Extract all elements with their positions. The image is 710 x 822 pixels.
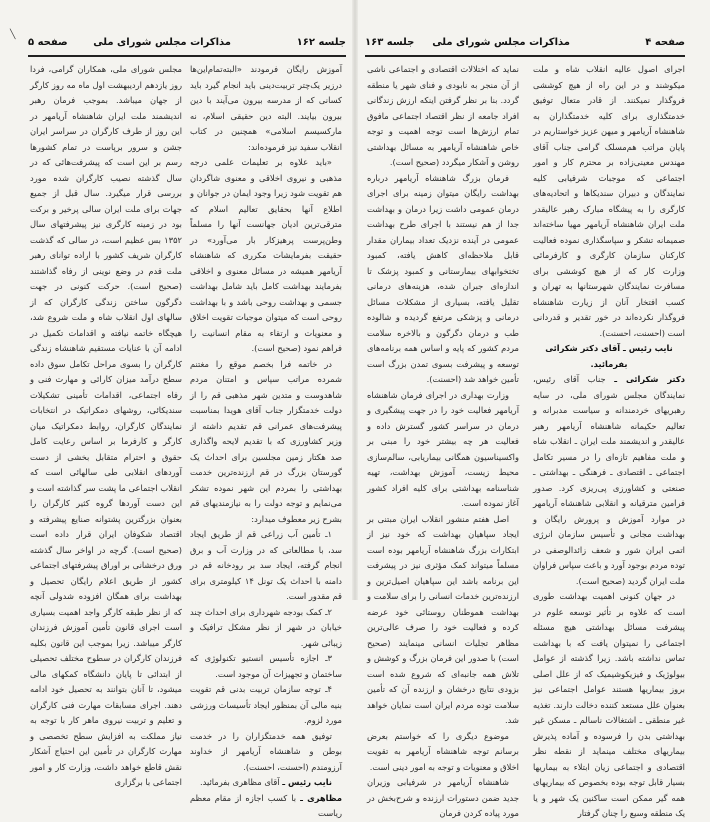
paragraph: نماید که اختلالات اقتصادی و اجتماعی ناشی از آن منجر به نابودی و فنای شهر یا منطقه گردد. بنا بر نظر گرفتن اینکه ارزش زندگانی افراد جامعه از نظر اقتصاد اجتماعی مافوق تمام ارزش‌ها است توجه اهمیت و توجه خاص شاهنشاه آریامهر به مسائل بهداشتی روشن و آشکار میگردد (صحیح است).	[367, 64, 519, 167]
paragraph: در خاتمه فرا بخصم موقع را مغتنم شمرده مراتب سپاس و امتنان مردم شاهدوست و متدین شهر مذهبی قم را از دولت خدمتگزار جناب آقای هویدا بمناسبت پیشرفت‌های عمرانی قم تقدیم داشته از وزیر کشاورزی که با تقدیم لایحه واگذاری صد هکتار زمین مجلسین برای احداث یک گورستان بزرگ در قم ارزنده‌ترین خدمت بهداشتی را بمردم این شهر نموده تشکر می‌نمایم و توجه دولت را به نیازمندیهای قم بشرح زیر معطوف میدارد:	[190, 358, 342, 524]
paragraph: شاهنشاه آریامهر در شرفیابی وزیران جدید ضمن دستورات ارزنده و شرح‌بخش در مورد پیاده کردن فرمان	[367, 777, 519, 818]
scan-mark: ╲	[10, 30, 16, 40]
journal-title: مذاکرات مجلس شورای ملی	[432, 37, 570, 48]
paragraph: در جهان کنونی اهمیت بهداشت طوری است که علاوه بر تأثیر توسعه علوم در پیشرفت مسائل بهداشتی هیچ مسئله اجتماعی را نمیتوان یافت که با بهداشت تماس نداشته باشد. زیرا گذشته از عوامل بیولوژیک و فیزیکوشیمیک که از علل اصلی بروز بیماریها هستند عوامل اجتماعی نیز بعنوان علل مستعد کننده دخالت دارند. تغذیه غیر منطقی ـ اشتغالات ناسالم ـ مسکن غیر بهداشتی بدن را فرسوده و آماده پذیرش بیماریهای مختلف مینماید از نقطه نظر اقتصادی و اجتماعی زیان ابتلاء به بیماریها بسیار قابل توجه بوده بخصوص که بیماریهای همه گیر ممکن است ساکنین یک شهر و یا یک منطقه وسیع را چنان گرفتار	[533, 591, 685, 818]
page-number: صفحه ۵	[28, 37, 68, 48]
text-column-left	[367, 62, 519, 822]
speaker-name: مظاهری ـ	[300, 792, 343, 803]
speaker-line	[190, 791, 342, 822]
paragraph: اجرای اصول عالیه انقلاب شاه و ملت میکوشند و در این راه از هیچ کوششی فروگذار نمیکنند. از قادر متعال توفیق خدمتگذاری برای کلیه خدمتگذاران به شاهنشاه آریامهر و میهن عزیز خواستاریم در پایان مراتب هم‌مسلک گرامی جناب آقای مهندس معینی‌زاده بر محترم کار و امور اجتماعی که موجبات شرفیابی کلیه نمایندگان و دبیران سندیکاها و اتحادیه‌های کارگری را به پیشگاه مبارک رهبر عالیقدر ملت ایران شاهنشاه آریامهر مهیا ساخته‌اند صمیمانه تشکر و سپاسگذاری نموده فعالیت کارکنان سازمان کارگری و کارفرمائی وزارت کار که از هیچ کوششی برای مسافرت نمایندگان شهرستانها به تهران و کسب افتخار آنان از زیارت شاهنشاه فروگذار نکرده‌اند در خور تقدیر و قدردانی است (احسنت، احسنت).	[533, 64, 685, 338]
paragraph: ۲ـ کمک بودجه شهرداری برای احداث چند خیابان در شهر از نظر مشکل ترافیک و زیبائی شهر.	[190, 606, 342, 648]
text-column-right	[190, 62, 342, 822]
paragraph: توفیق همه خدمتگزاران را در خدمت بوطن و شاهنشاه آریامهر از خداوند آرزومندم (احسنت، احسنت).	[190, 730, 342, 772]
paragraph: اصل هفتم منشور انقلاب ایران مبتنی بر ایجاد سپاهیان بهداشت که خود نیز از ابتکارات بزرگ شاهنشاه آریامهر بوده است مسلماً میتواند کمک مؤثری نیز در پیشرفت این برنامه باشد این سپاهیان اصیل‌ترین و ارزنده‌ترین خدمات انسانی را برای سلامت و بهداشت هموطنان روستائی خود عرضه کرده و فعالیت خود را صرف عالی‌ترین مظاهر تجلیات انسانی مینمایند (صحیح است) با صدور این فرمان بزرگ و کوشش و تلاش همه جانبه‌ای که شروع شده است بزودی نتایج درخشان و ارزنده آن که تأمین سلامت توده مردم ایران است نمایان خواهد شد.	[367, 513, 519, 725]
left-page	[0, 0, 355, 818]
chair-announcement: نایب رئیس ـ آقای دکتر شکرائی بفرمائید.	[545, 343, 673, 369]
page-header	[365, 37, 685, 53]
speaker-name: دکتر شکرائی ـ	[614, 374, 685, 384]
paragraph: مجلس شورای ملی، همکاران گرامی، فردا روز یازدهم اردیبهشت اول ماه مه روز کارگر از جهان میباشد. بموجب فرمان رهبر اندیشمند ملت ایران شاهنشاه آریامهر در این روز از طرف کارگران در سراسر ایران جشن و سرور برپاست در تمام کشورها رسم بر این است که پیشرفت‌هائی که در سال گذشته نصیب کارگران شده مورد بررسی قرار میگیرد. سال قبل از جمیع جهات برای ملت ایران سالی پرخیر و برکت بود در زمینه کارگری نیز پیشرفتهای سال ۱۳۵۲ بس عظیم است، در سالی که گذشت کارگران شریف کشور با اراده توانای رهبر ملت قدم در وضع نوینی از رفاه گذاشتند (صحیح است). حرکت کنونی در جهت دگرگون ساختن زندگی کارگران که از سالهای اول انقلاب شاه و ملت شروع شد، هیچگاه خاتمه نیافته و اقدامات تکمیل در ادامه آن با عنایات مستقیم شاهنشاه زندگی کارگران را بسوی مراحل تکامل سوق داده سطح درآمد میزان کارائی و مهارت فنی و رفاه اجتماعی، اقدامات تأمینی تشکیلات سندیکائی، روشهای دمکراتیک در انتخابات نمایندگان کارگران، روابط دمکراتیک میان کارگر و کارفرما بر اساس رعایت کامل حقوق و احترام متقابل بخشی از دست آوردهای انقلابی طی سالهائی است که انقلاب اجتماعی ما پشت سر گذاشته است و این دست آوردها گروه کثیر کارگران را بعنوان بزرگترین پشتوانه صنایع پیشرفته و اقتصاد شکوفان ایران قرار داده است (صحیح است). گرچه در اواخر سال گذشته ورق درخشانی بر اوراق پیشرفتهای اجتماعی کشور از طریق اعلام رایگان تحصیل و بهداشت برای همگان افزوده شدولی آنچه که از نظر طبقه کارگر واجد اهمیت بسیاری است اجرای قانون تأمین آموزش فرزندان کارگر میباشد. زیرا بموجب این قانون بکلیه فرزندان کارگران در سطوح مختلف تحصیلی از ابتدائی تا پایان دانشگاه کمکهای مالی میشود، تا آنان بتوانند به تحصیل خود ادامه دهند. اجرای مسابقات مهارت فنی کارگران و تعلیم و تربیت نیروی ماهر کار با توجه به نیاز مملکت به افزایش سطح تخصصی و مهارت کارگران در تأمین این احتیاج آشکار نقش قاطع خواهد داشت، وزارت کار و امور اجتماعی با برگزاری	[30, 64, 182, 787]
text-column-left	[30, 62, 182, 791]
speaker-line	[533, 372, 685, 589]
paragraph: ۴ـ توجه سازمان تربیت بدنی قم تقویت بنیه مالی آن بمنظور ایجاد تأسیسات ورزشی مورد لزوم.	[190, 684, 342, 725]
paragraph: «باید علاوه بر تعلیمات علمی درجه مذهبی و نیروی اخلاقی و معنوی شاگردان هم تقویت شود زیرا وجود ایمان در جوانان و اطلاع آنها بحقایق تعالیم اسلام که مترقی‌ترین ادیان جهانست آنها را مسلماً وطن‌پرست پرهیزکار بار می‌آورد» در حقیقت بفرمایشات مکرری که شاهنشاه آریامهر همیشه در مسائل معنوی و اخلاقی بفرمایند بهداشت کامل باید شامل بهداشت جسمی و بهداشت روحی باشد و با بهداشت روحی است که میتوان موجبات تقویت اخلاق و معنویات و ارتقاء به مقام انسانیت را فراهم نمود (صحیح است).	[190, 157, 342, 353]
speaker-text: جناب آقای رئیس، نمایندگان مجلس شورای ملی، در سایه رهبریهای خردمندانه و سیاست مدبرانه و تعالیم حکیمانه شاهنشاه آریامهر رهبر عالیقدر و اندیشمند ملت ایران ـ انقلاب شاه و ملت مفاهیم تازه‌ای را در مسیر تکامل اجتماعی ـ اقتصادی ـ فرهنگی ـ بهداشتی ـ صنعتی و کشاورزی پی‌ریزی کرد. صدور فرامین مترقیانه و انقلابی شاهنشاه آریامهر در موارد آموزش و پرورش رایگان و بهداشت مجانی و تأسیس سازمان انرژی اتمی ایران شور و شعف زائدالوصفی در توده مردم بوجود آورد و باعث سپاس فراوان ملت ایران گردید (صحیح است).	[533, 374, 685, 586]
text-column-right	[533, 62, 685, 822]
paragraph: فرمان بزرگ شاهنشاه آریامهر درباره بهداشت رایگان میتوان زمینه برای اجرای درمان عمومی داشت زیرا درمان و بهداشت جدا از هم نیستند با اجرای طرح بهداشت عمومی در آینده نزدیک تعداد بیماران مقدار قابل ملاحظه‌ای کاهش یافته، کمبود تختخوابهای بیمارستانی و کمبود پزشک تا اندازه‌ای جبران شده، هزینه‌های درمانی تقلیل یافته، بسیاری از مشکلات مسائل درمانی و پزشکی مرتفع گردیده و شالوده طب و درمان دگرگون و بالاخره سلامت مردم کشور که پایه و اساس همه برنامه‌های توسعه و پیشرفت بسوی تمدن بزرگ است تأمین خواهد شد (احسنت).	[367, 172, 519, 384]
right-page	[355, 0, 710, 818]
speaker-text: با کسب اجازه از مقام معظم ریاست	[190, 792, 342, 818]
paragraph: ۳ـ اجازه تأسیس انستیو تکنولوژی که ساختمان و تجهیزات آن موجود است.	[190, 653, 342, 679]
paragraph: ۱ـ تأمین آب زراعی قم از طریق ایجاد سد، با مطالعاتی که در وزارت آب و برق انجام گرفته، ایجاد سد بر رودخانه قم در دامنه با احداث یک تونل ۱۴ کیلومتری برای قم مقدور است.	[190, 529, 342, 601]
header-rule	[365, 55, 685, 57]
speaker-line	[190, 775, 342, 791]
session-number: جلسه ۱۶۳	[365, 37, 415, 48]
paragraph: وزارت بهداری در اجرای فرمان شاهنشاه آریامهر فعالیت خود را در جهت پیشگیری و درمان در سراسر کشور گسترش داده و فعالیت هر چه بیشتر خود را مبنی بر واکسیناسیون همگانی بیماریابی، سالم‌سازی محیط زیست، آموزش بهداشت، تهیه شناسنامه بهداشتی برای کلیه افراد کشور آغاز نموده است.	[367, 389, 519, 508]
journal-title: مذاکرات مجلس شورای ملی	[93, 37, 231, 48]
speaker-text: آقای مظاهری بفرمائید.	[199, 777, 280, 787]
header-rule	[28, 55, 346, 57]
session-number: جلسه ۱۶۲	[296, 37, 346, 48]
paragraph: آموزش رایگان فرمودند «البته‌تمام‌این‌ها درزیر یک‌چتر تربیت‌دینی باید انجام گیرد باید کسانی که از مدرسه بیرون می‌آیند با دین بیرون بیایند. البته دین حقیقی اسلام، نه مارکسیسم اسلامی» همچنین در کتاب انقلاب سفید نیز فرموده‌اند:	[190, 64, 342, 152]
page-header	[28, 37, 346, 53]
page-number: صفحه ۴	[645, 37, 685, 48]
speaker-name: نایب رئیس ـ	[282, 777, 332, 787]
paragraph: موضوع دیگری را که خواستم بعرض برسانم توجه شاهنشاه آریامهر به تقویت اخلاق و معنویات و توجه به امور دینی است.	[367, 730, 519, 772]
